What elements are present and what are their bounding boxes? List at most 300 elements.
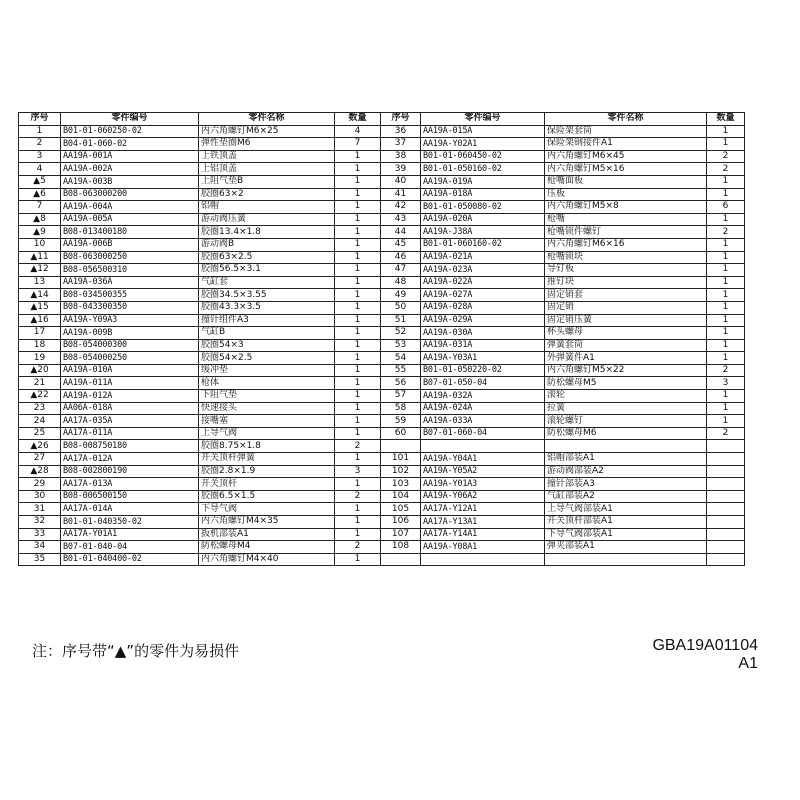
table-row xyxy=(19,415,745,428)
row-part-name: 胶圈56.5×3.1 xyxy=(199,264,335,277)
row-seq: 59 xyxy=(381,415,421,428)
row-qty: 2 xyxy=(707,427,745,440)
row-part-no: AA19A-004A xyxy=(61,201,199,214)
row-part-name xyxy=(545,553,707,566)
row-seq: ▲20 xyxy=(19,364,61,377)
row-part-name: 胶圈54×2.5 xyxy=(199,352,335,365)
row-seq: 25 xyxy=(19,427,61,440)
row-part-name: 胶圈6.5×1.5 xyxy=(199,490,335,503)
row-part-no: AA17A-Y13A1 xyxy=(421,516,545,529)
row-part-no: AA19A-022A xyxy=(421,276,545,289)
row-part-no: AA19A-024A xyxy=(421,402,545,415)
row-part-no: AA19A-030A xyxy=(421,327,545,340)
row-part-name: 上铁顶盖 xyxy=(199,150,335,163)
row-seq: 106 xyxy=(381,516,421,529)
row-seq: 27 xyxy=(19,453,61,466)
row-seq: 56 xyxy=(381,377,421,390)
row-seq: 7 xyxy=(19,201,61,214)
table-row xyxy=(19,364,745,377)
row-part-no: B08-008750180 xyxy=(61,440,199,453)
header-part-no: 零件编号 xyxy=(421,113,545,126)
row-qty: 1 xyxy=(335,339,381,352)
row-part-name: 内六角螺钉M5×16 xyxy=(545,163,707,176)
row-seq: ▲9 xyxy=(19,226,61,239)
row-part-name: 防松螺母M6 xyxy=(545,427,707,440)
row-part-name: 内六角螺钉M5×8 xyxy=(545,201,707,214)
parts-table xyxy=(18,112,745,566)
row-qty: 1 xyxy=(335,213,381,226)
table-row xyxy=(19,226,745,239)
row-qty: 1 xyxy=(335,289,381,302)
row-part-name: 保险架钢接件A1 xyxy=(545,138,707,151)
row-qty: 2 xyxy=(335,440,381,453)
row-qty: 1 xyxy=(707,352,745,365)
row-part-name: 枪嘴锁块 xyxy=(545,251,707,264)
row-part-no: AA19A-Y02A1 xyxy=(421,138,545,151)
row-seq: ▲16 xyxy=(19,314,61,327)
table-row xyxy=(19,150,745,163)
row-part-name: 胶圈13.4×1.8 xyxy=(199,226,335,239)
row-qty: 1 xyxy=(335,364,381,377)
row-seq: 29 xyxy=(19,478,61,491)
row-part-no: AA19A-002A xyxy=(61,163,199,176)
row-seq: 105 xyxy=(381,503,421,516)
table-row xyxy=(19,289,745,302)
row-part-no: AA19A-010A xyxy=(61,364,199,377)
revision-code: A1 xyxy=(738,655,758,672)
row-qty xyxy=(707,478,745,491)
row-part-no: B07-01-050-04 xyxy=(421,377,545,390)
row-qty: 3 xyxy=(707,377,745,390)
row-seq xyxy=(381,553,421,566)
row-seq: ▲6 xyxy=(19,188,61,201)
row-part-name: 缓冲垫 xyxy=(199,364,335,377)
row-seq: 18 xyxy=(19,339,61,352)
row-part-no: AA19A-Y01A3 xyxy=(421,478,545,491)
row-seq: 47 xyxy=(381,264,421,277)
row-qty: 1 xyxy=(335,201,381,214)
row-seq: 37 xyxy=(381,138,421,151)
row-qty: 1 xyxy=(707,402,745,415)
row-seq: ▲15 xyxy=(19,301,61,314)
table-row xyxy=(19,453,745,466)
row-part-no: AA19A-Y05A2 xyxy=(421,465,545,478)
row-part-name: 下导气阀 xyxy=(199,503,335,516)
row-seq: 10 xyxy=(19,238,61,251)
row-part-name: 开关顶杆弹簧 xyxy=(199,453,335,466)
row-seq: 57 xyxy=(381,390,421,403)
table-row xyxy=(19,516,745,529)
row-part-no: B08-054000250 xyxy=(61,352,199,365)
row-part-no: B07-01-040-04 xyxy=(61,541,199,554)
row-qty: 2 xyxy=(707,364,745,377)
row-part-name: 铝帽部装A1 xyxy=(545,453,707,466)
row-part-no: AA19A-009B xyxy=(61,327,199,340)
row-qty: 1 xyxy=(707,415,745,428)
row-qty: 1 xyxy=(335,238,381,251)
row-seq: 55 xyxy=(381,364,421,377)
table-row xyxy=(19,528,745,541)
row-part-name: 游动阀B xyxy=(199,238,335,251)
row-part-name: 固定销压簧 xyxy=(545,314,707,327)
row-qty: 1 xyxy=(707,327,745,340)
row-part-no: AA17A-Y12A1 xyxy=(421,503,545,516)
row-qty: 1 xyxy=(707,238,745,251)
row-part-no: AA19A-011A xyxy=(61,377,199,390)
row-qty: 1 xyxy=(335,188,381,201)
row-qty: 3 xyxy=(335,465,381,478)
row-part-no: B08-056500310 xyxy=(61,264,199,277)
row-qty xyxy=(707,541,745,554)
row-seq: 33 xyxy=(19,528,61,541)
row-part-name: 内六角螺钉M6×25 xyxy=(199,125,335,138)
row-seq: 54 xyxy=(381,352,421,365)
row-qty: 4 xyxy=(335,125,381,138)
row-part-name: 胶圈63×2 xyxy=(199,188,335,201)
row-part-name: 导钉板 xyxy=(545,264,707,277)
row-part-no: B01-01-040350-02 xyxy=(61,516,199,529)
row-seq: 38 xyxy=(381,150,421,163)
row-part-no: AA19A-015A xyxy=(421,125,545,138)
table-row xyxy=(19,138,745,151)
row-part-name: 枪嘴 xyxy=(545,213,707,226)
row-part-name: 胶圈8.75×1.8 xyxy=(199,440,335,453)
row-part-no: B01-01-060160-02 xyxy=(421,238,545,251)
row-part-no: AA17A-012A xyxy=(61,453,199,466)
table-row xyxy=(19,490,745,503)
row-seq: 1 xyxy=(19,125,61,138)
row-qty xyxy=(707,503,745,516)
row-qty xyxy=(707,453,745,466)
row-part-no: AA19A-Y09A3 xyxy=(61,314,199,327)
row-part-name: 游动阀压簧 xyxy=(199,213,335,226)
row-qty xyxy=(707,553,745,566)
row-part-name: 游动阀部装A2 xyxy=(545,465,707,478)
row-part-name: 内六角螺钉M5×22 xyxy=(545,364,707,377)
row-part-name: 内六角螺钉M4×35 xyxy=(199,516,335,529)
table-row xyxy=(19,175,745,188)
row-qty: 2 xyxy=(707,150,745,163)
row-part-no: B04-01-060-02 xyxy=(61,138,199,151)
row-seq: 104 xyxy=(381,490,421,503)
row-part-name: 内六角螺钉M6×16 xyxy=(545,238,707,251)
row-qty: 2 xyxy=(707,226,745,239)
row-qty xyxy=(707,528,745,541)
row-part-name: 防松螺母M4 xyxy=(199,541,335,554)
row-part-name xyxy=(545,440,707,453)
row-qty xyxy=(707,465,745,478)
row-seq: ▲5 xyxy=(19,175,61,188)
row-part-name: 扳机部装A1 xyxy=(199,528,335,541)
row-part-no: B01-01-050080-02 xyxy=(421,201,545,214)
row-qty: 1 xyxy=(335,314,381,327)
row-part-no: B01-01-050220-02 xyxy=(421,364,545,377)
row-part-no: AA17A-Y01A1 xyxy=(61,528,199,541)
row-seq: ▲26 xyxy=(19,440,61,453)
row-part-no: AA17A-Y14A1 xyxy=(421,528,545,541)
row-qty: 1 xyxy=(335,478,381,491)
row-seq: 34 xyxy=(19,541,61,554)
row-qty: 1 xyxy=(335,402,381,415)
row-seq: 19 xyxy=(19,352,61,365)
row-seq: 49 xyxy=(381,289,421,302)
row-seq: 60 xyxy=(381,427,421,440)
row-qty: 2 xyxy=(335,541,381,554)
row-part-no: AA19A-012A xyxy=(61,390,199,403)
row-part-no xyxy=(421,553,545,566)
row-part-no: B08-034500355 xyxy=(61,289,199,302)
row-qty: 2 xyxy=(335,490,381,503)
document-number-block xyxy=(652,637,758,673)
row-seq: 58 xyxy=(381,402,421,415)
row-part-name: 弹簧套筒 xyxy=(545,339,707,352)
row-part-name: 固定销套 xyxy=(545,289,707,302)
wear-parts-note: 注：序号带“▲”的零件为易损件 xyxy=(32,642,240,660)
row-part-no: AA19A-029A xyxy=(421,314,545,327)
row-part-no: AA19A-Y06A2 xyxy=(421,490,545,503)
table-row xyxy=(19,402,745,415)
row-seq: 46 xyxy=(381,251,421,264)
row-seq: 101 xyxy=(381,453,421,466)
row-part-name: 开关顶杆 xyxy=(199,478,335,491)
row-part-name: 撞针部装A3 xyxy=(545,478,707,491)
row-part-name: 快速接头 xyxy=(199,402,335,415)
table-row xyxy=(19,201,745,214)
row-qty: 1 xyxy=(335,415,381,428)
row-qty: 1 xyxy=(707,138,745,151)
row-seq: 30 xyxy=(19,490,61,503)
row-part-no: AA19A-Y03A1 xyxy=(421,352,545,365)
row-qty: 1 xyxy=(707,264,745,277)
table-row xyxy=(19,541,745,554)
row-part-no: AA19A-019A xyxy=(421,175,545,188)
row-seq: ▲12 xyxy=(19,264,61,277)
row-part-name: 胶圈43.3×3.5 xyxy=(199,301,335,314)
row-seq: ▲22 xyxy=(19,390,61,403)
row-seq: ▲28 xyxy=(19,465,61,478)
row-part-name: 铝帽 xyxy=(199,201,335,214)
row-qty: 1 xyxy=(335,150,381,163)
row-qty: 1 xyxy=(707,276,745,289)
table-row xyxy=(19,327,745,340)
table-row xyxy=(19,251,745,264)
table-row xyxy=(19,427,745,440)
row-part-name: 滚轮 xyxy=(545,390,707,403)
row-part-name: 内六角螺钉M4×40 xyxy=(199,553,335,566)
row-seq: 17 xyxy=(19,327,61,340)
row-part-no: AA17A-014A xyxy=(61,503,199,516)
row-part-no: AA19A-027A xyxy=(421,289,545,302)
row-qty: 7 xyxy=(335,138,381,151)
row-part-name: 枪嘴锁件螺钉 xyxy=(545,226,707,239)
row-part-name: 枪体 xyxy=(199,377,335,390)
row-seq: 102 xyxy=(381,465,421,478)
row-part-name: 胶圈63×2.5 xyxy=(199,251,335,264)
row-part-name: 上铝顶盖 xyxy=(199,163,335,176)
row-seq: 43 xyxy=(381,213,421,226)
row-part-name: 保险架套筒 xyxy=(545,125,707,138)
table-header-row xyxy=(19,113,745,126)
row-part-no: B01-01-040400-02 xyxy=(61,553,199,566)
row-part-name: 弹性垫圈M6 xyxy=(199,138,335,151)
row-part-no: B07-01-060-04 xyxy=(421,427,545,440)
table-row xyxy=(19,503,745,516)
row-seq xyxy=(381,440,421,453)
row-qty: 1 xyxy=(335,528,381,541)
table-row xyxy=(19,465,745,478)
header-qty: 数量 xyxy=(707,113,745,126)
table-row xyxy=(19,377,745,390)
row-seq: 44 xyxy=(381,226,421,239)
row-qty: 1 xyxy=(707,251,745,264)
row-qty: 1 xyxy=(335,276,381,289)
table-row xyxy=(19,188,745,201)
table-row xyxy=(19,125,745,138)
row-part-no: AA19A-006B xyxy=(61,238,199,251)
row-qty: 1 xyxy=(707,314,745,327)
row-qty: 1 xyxy=(335,175,381,188)
row-qty: 1 xyxy=(335,390,381,403)
row-part-name: 固定销 xyxy=(545,301,707,314)
row-part-name: 下阻气垫 xyxy=(199,390,335,403)
row-part-name: 气缸B xyxy=(199,327,335,340)
row-part-name: 胶圈34.5×3.55 xyxy=(199,289,335,302)
row-part-name: 胶圈2.8×1.9 xyxy=(199,465,335,478)
row-seq: 50 xyxy=(381,301,421,314)
row-part-no: AA19A-023A xyxy=(421,264,545,277)
row-qty xyxy=(707,516,745,529)
row-seq: 24 xyxy=(19,415,61,428)
table-row xyxy=(19,390,745,403)
row-part-no: AA19A-033A xyxy=(421,415,545,428)
row-part-no: AA17A-035A xyxy=(61,415,199,428)
row-seq: 41 xyxy=(381,188,421,201)
row-part-no: B01-01-050160-02 xyxy=(421,163,545,176)
row-seq: 21 xyxy=(19,377,61,390)
table-row xyxy=(19,301,745,314)
row-part-no: AA19A-031A xyxy=(421,339,545,352)
row-part-no: AA19A-020A xyxy=(421,213,545,226)
row-part-name: 上导气阀 xyxy=(199,427,335,440)
row-qty: 2 xyxy=(707,163,745,176)
row-qty: 1 xyxy=(335,301,381,314)
row-part-no: B08-063000200 xyxy=(61,188,199,201)
row-part-name: 防松螺母M5 xyxy=(545,377,707,390)
row-seq: 107 xyxy=(381,528,421,541)
row-part-name: 滚轮螺钉 xyxy=(545,415,707,428)
row-part-no: AA19A-036A xyxy=(61,276,199,289)
row-seq: 31 xyxy=(19,503,61,516)
row-qty: 1 xyxy=(335,327,381,340)
row-part-no: B08-043300350 xyxy=(61,301,199,314)
row-seq: 35 xyxy=(19,553,61,566)
row-part-no: AA17A-011A xyxy=(61,427,199,440)
table-row xyxy=(19,553,745,566)
row-seq: 52 xyxy=(381,327,421,340)
row-qty: 1 xyxy=(707,188,745,201)
row-part-no: B01-01-060250-02 xyxy=(61,125,199,138)
row-qty xyxy=(707,440,745,453)
row-qty xyxy=(707,490,745,503)
row-qty: 1 xyxy=(335,453,381,466)
row-part-name: 下导气阀部装A1 xyxy=(545,528,707,541)
row-part-name: 接嘴塞 xyxy=(199,415,335,428)
row-part-no: AA19A-001A xyxy=(61,150,199,163)
row-part-name: 撞针组件A3 xyxy=(199,314,335,327)
header-qty: 数量 xyxy=(335,113,381,126)
row-seq: ▲14 xyxy=(19,289,61,302)
row-part-name: 弹夹部装A1 xyxy=(545,541,707,554)
row-seq: 32 xyxy=(19,516,61,529)
row-qty: 1 xyxy=(335,427,381,440)
table-row xyxy=(19,238,745,251)
row-part-no: AA19A-005A xyxy=(61,213,199,226)
row-part-no: AA19A-003B xyxy=(61,175,199,188)
row-seq: 45 xyxy=(381,238,421,251)
row-qty: 1 xyxy=(335,163,381,176)
row-part-name: 开关顶杆部装A1 xyxy=(545,516,707,529)
document-number: GBA19A01104 xyxy=(652,637,758,654)
row-part-no: B08-063000250 xyxy=(61,251,199,264)
row-part-name: 外弹簧件A1 xyxy=(545,352,707,365)
table-row xyxy=(19,276,745,289)
row-part-no: AA19A-028A xyxy=(421,301,545,314)
row-part-no xyxy=(421,440,545,453)
row-seq: 13 xyxy=(19,276,61,289)
row-part-no: B08-013400180 xyxy=(61,226,199,239)
row-qty: 1 xyxy=(707,339,745,352)
row-part-no: AA19A-032A xyxy=(421,390,545,403)
row-seq: 2 xyxy=(19,138,61,151)
row-part-name: 气缸部装A2 xyxy=(545,490,707,503)
row-part-name: 气缸套 xyxy=(199,276,335,289)
row-seq: 42 xyxy=(381,201,421,214)
row-part-name: 推钉块 xyxy=(545,276,707,289)
row-seq: 53 xyxy=(381,339,421,352)
row-part-no: AA17A-013A xyxy=(61,478,199,491)
row-seq: 108 xyxy=(381,541,421,554)
row-qty: 1 xyxy=(335,503,381,516)
row-seq: 103 xyxy=(381,478,421,491)
row-part-name: 上阻气垫B xyxy=(199,175,335,188)
row-seq: 39 xyxy=(381,163,421,176)
header-part-no: 零件编号 xyxy=(61,113,199,126)
row-qty: 1 xyxy=(707,125,745,138)
row-part-no: B01-01-060450-02 xyxy=(421,150,545,163)
header-part-name: 零件名称 xyxy=(545,113,707,126)
row-part-no: AA06A-018A xyxy=(61,402,199,415)
row-seq: 23 xyxy=(19,402,61,415)
row-qty: 1 xyxy=(335,251,381,264)
row-seq: ▲8 xyxy=(19,213,61,226)
table-row xyxy=(19,163,745,176)
row-qty: 1 xyxy=(335,553,381,566)
header-seq: 序号 xyxy=(381,113,421,126)
row-part-no: B08-054000300 xyxy=(61,339,199,352)
header-seq: 序号 xyxy=(19,113,61,126)
row-seq: ▲11 xyxy=(19,251,61,264)
table-row xyxy=(19,339,745,352)
parts-list-sheet xyxy=(18,112,745,566)
header-part-name: 零件名称 xyxy=(199,113,335,126)
row-part-no: B08-006500150 xyxy=(61,490,199,503)
table-row xyxy=(19,352,745,365)
row-part-name: 压板 xyxy=(545,188,707,201)
row-part-name: 胶圈54×3 xyxy=(199,339,335,352)
row-qty: 1 xyxy=(707,301,745,314)
row-part-no: AA19A-018A xyxy=(421,188,545,201)
row-qty: 1 xyxy=(707,390,745,403)
